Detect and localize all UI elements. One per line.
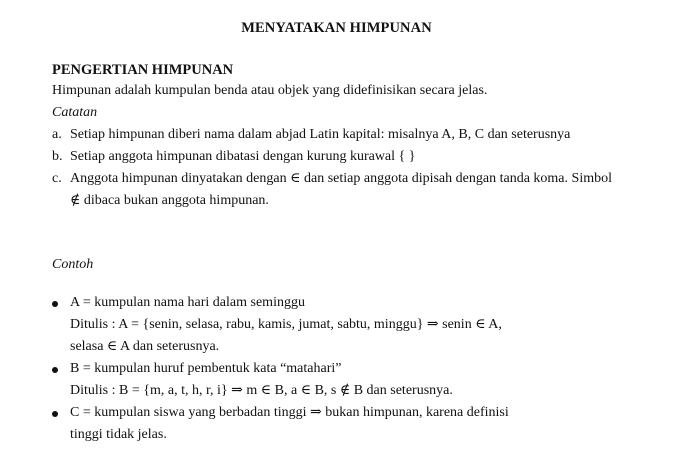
notes-label: Catatan: [52, 105, 98, 120]
example-line: Ditulis : A = {senin, selasa, rabu, kamis, jumat, sabtu, minggu} ⇒ senin ∈ A,: [70, 317, 502, 332]
note-marker: b.: [52, 149, 63, 164]
bullet-icon: [52, 367, 58, 373]
example-line: B = kumpulan huruf pembentuk kata “matahari”: [70, 361, 342, 376]
example-line: Ditulis : B = {m, a, t, h, r, i} ⇒ m ∈ B, a ∈ B, s ∉ B dan seterusnya.: [70, 383, 453, 398]
example-item: [52, 292, 612, 358]
example-item: [52, 402, 612, 446]
example-line: C = kumpulan siswa yang berbadan tinggi ⇒ bukan himpunan, karena definisi: [70, 405, 509, 420]
note-marker: c.: [52, 171, 62, 186]
note-text: Setiap himpunan diberi nama dalam abjad Latin kapital: misalnya A, B, C dan seterusnya: [70, 127, 571, 142]
note-marker: a.: [52, 127, 62, 142]
page-title: MENYATAKAN HIMPUNAN: [241, 20, 432, 36]
note-text: Setiap anggota himpunan dibatasi dengan kurung kurawal { }: [70, 149, 416, 164]
example-item: [52, 358, 612, 402]
notes-list: [52, 124, 612, 212]
intro-paragraph: Himpunan adalah kumpulan benda atau objek yang didefinisikan secara jelas.: [52, 83, 488, 98]
example-line: A = kumpulan nama hari dalam seminggu: [70, 295, 305, 310]
examples-list: [52, 292, 612, 446]
note-item: [52, 124, 612, 146]
bullet-icon: [52, 301, 58, 307]
bullet-icon: [52, 411, 58, 417]
example-line: tinggi tidak jelas.: [70, 427, 167, 442]
note-text: Anggota himpunan dinyatakan dengan ∈ dan setiap anggota dipisah dengan tanda koma. Simbol ∉ dibaca bukan anggota himpunan.: [70, 171, 612, 208]
note-item: [52, 168, 612, 212]
example-line: selasa ∈ A dan seterusnya.: [70, 339, 220, 354]
section-heading: PENGERTIAN HIMPUNAN: [52, 62, 234, 78]
note-item: [52, 146, 612, 168]
examples-label: Contoh: [52, 257, 94, 272]
